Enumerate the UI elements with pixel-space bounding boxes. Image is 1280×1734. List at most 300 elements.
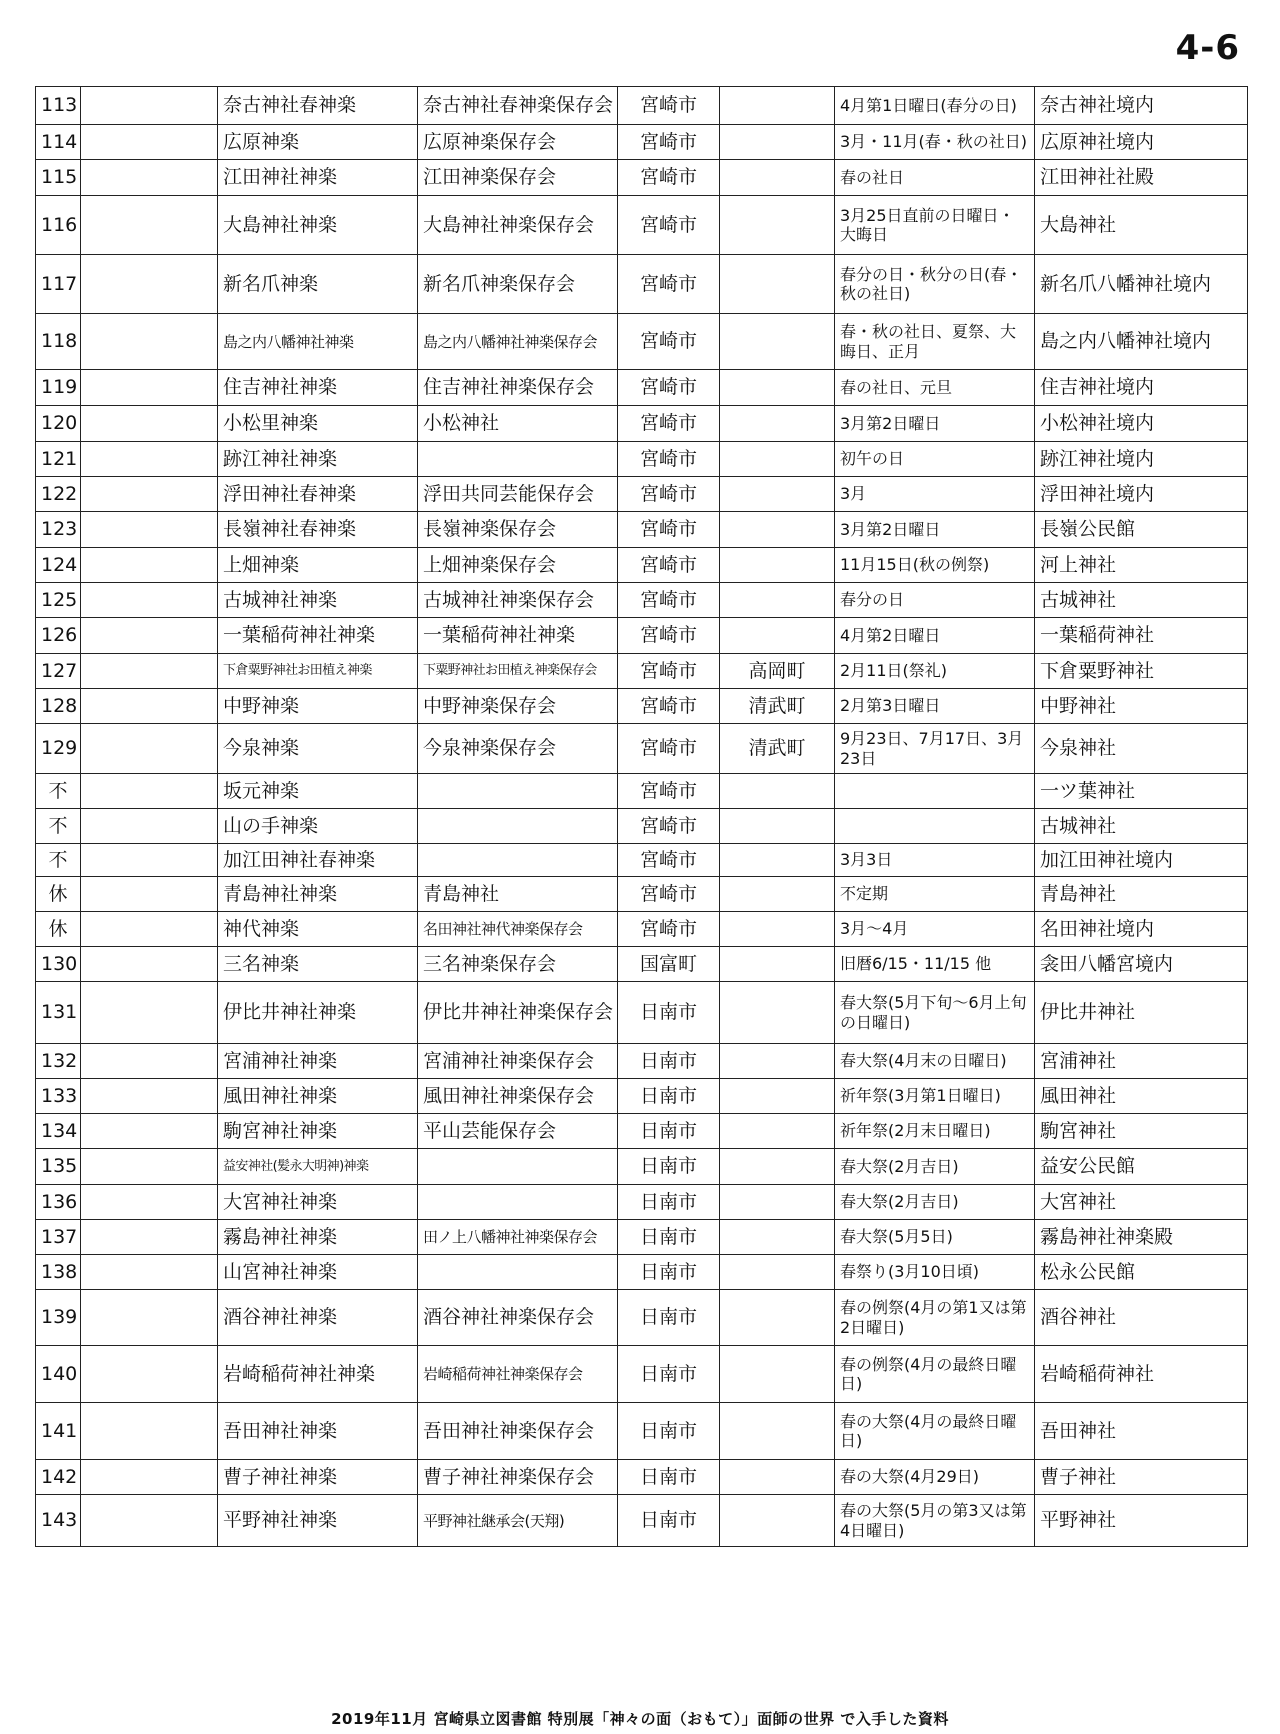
venue: 河上神社	[1035, 548, 1248, 583]
kagura-table	[35, 86, 1248, 1547]
kagura-name: 山宮神社神楽	[218, 1255, 418, 1290]
venue: 長嶺公民館	[1035, 512, 1248, 548]
blank-cell	[81, 314, 218, 370]
performance-date: 春の社日、元旦	[835, 370, 1035, 406]
table-row	[36, 125, 1248, 160]
row-number: 124	[36, 548, 81, 583]
blank-cell	[81, 618, 218, 654]
performance-date: 3月・11月(春・秋の社日)	[835, 125, 1035, 160]
preservation-group	[418, 1185, 618, 1220]
sub-district	[720, 1044, 835, 1079]
kagura-name: 益安神社(髪永大明神)神楽	[218, 1149, 418, 1185]
row-number: 不	[36, 809, 81, 844]
blank-cell	[81, 982, 218, 1044]
kagura-name: 加江田神社春神楽	[218, 844, 418, 877]
blank-cell	[81, 724, 218, 774]
blank-cell	[81, 1346, 218, 1403]
table-row	[36, 1149, 1248, 1185]
kagura-name: 古城神社神楽	[218, 583, 418, 618]
performance-date: 3月25日直前の日曜日・大晦日	[835, 196, 1035, 255]
performance-date: 不定期	[835, 877, 1035, 912]
municipality: 宮崎市	[618, 87, 720, 125]
performance-date: 春の大祭(5月の第3又は第4日曜日)	[835, 1495, 1035, 1547]
row-number: 120	[36, 406, 81, 442]
sub-district	[720, 548, 835, 583]
row-number: 休	[36, 877, 81, 912]
municipality: 日南市	[618, 1114, 720, 1149]
kagura-name: 中野神楽	[218, 689, 418, 724]
row-number: 131	[36, 982, 81, 1044]
sub-district	[720, 1079, 835, 1114]
table-row	[36, 406, 1248, 442]
row-number: 140	[36, 1346, 81, 1403]
performance-date: 春大祭(5月下旬～6月上旬の日曜日)	[835, 982, 1035, 1044]
kagura-name: 坂元神楽	[218, 774, 418, 809]
preservation-group: 下粟野神社お田植え神楽保存会	[418, 654, 618, 689]
performance-date: 春大祭(4月末の日曜日)	[835, 1044, 1035, 1079]
preservation-group: 中野神楽保存会	[418, 689, 618, 724]
preservation-group: 田ノ上八幡神社神楽保存会	[418, 1220, 618, 1255]
table-row	[36, 1495, 1248, 1547]
preservation-group	[418, 844, 618, 877]
performance-date: 春分の日・秋分の日(春・秋の社日)	[835, 255, 1035, 314]
venue: 大宮神社	[1035, 1185, 1248, 1220]
table-row	[36, 654, 1248, 689]
preservation-group: 平山芸能保存会	[418, 1114, 618, 1149]
kagura-name: 江田神社神楽	[218, 160, 418, 196]
kagura-name: 神代神楽	[218, 912, 418, 947]
sub-district: 清武町	[720, 689, 835, 724]
sub-district	[720, 583, 835, 618]
table-row	[36, 947, 1248, 982]
blank-cell	[81, 512, 218, 548]
sub-district	[720, 1403, 835, 1460]
blank-cell	[81, 1220, 218, 1255]
table-row	[36, 982, 1248, 1044]
table-row	[36, 1185, 1248, 1220]
municipality: 日南市	[618, 1460, 720, 1495]
municipality: 日南市	[618, 1255, 720, 1290]
sub-district	[720, 844, 835, 877]
sub-district	[720, 442, 835, 477]
municipality: 宮崎市	[618, 912, 720, 947]
row-number: 134	[36, 1114, 81, 1149]
kagura-name: 広原神楽	[218, 125, 418, 160]
performance-date: 祈年祭(3月第1日曜日)	[835, 1079, 1035, 1114]
municipality: 宮崎市	[618, 809, 720, 844]
blank-cell	[81, 87, 218, 125]
sub-district	[720, 982, 835, 1044]
row-number: 116	[36, 196, 81, 255]
kagura-name: 宮浦神社神楽	[218, 1044, 418, 1079]
preservation-group: 住吉神社神楽保存会	[418, 370, 618, 406]
venue: 岩崎稲荷神社	[1035, 1346, 1248, 1403]
sub-district: 清武町	[720, 724, 835, 774]
blank-cell	[81, 774, 218, 809]
municipality: 宮崎市	[618, 255, 720, 314]
municipality: 宮崎市	[618, 314, 720, 370]
preservation-group: 浮田共同芸能保存会	[418, 477, 618, 512]
municipality: 宮崎市	[618, 689, 720, 724]
row-number: 132	[36, 1044, 81, 1079]
municipality: 日南市	[618, 1346, 720, 1403]
blank-cell	[81, 1079, 218, 1114]
municipality: 宮崎市	[618, 160, 720, 196]
row-number: 135	[36, 1149, 81, 1185]
sub-district	[720, 512, 835, 548]
municipality: 宮崎市	[618, 618, 720, 654]
municipality: 日南市	[618, 1149, 720, 1185]
venue: 住吉神社境内	[1035, 370, 1248, 406]
row-number: 113	[36, 87, 81, 125]
row-number: 139	[36, 1290, 81, 1346]
performance-date: 春大祭(5月5日)	[835, 1220, 1035, 1255]
venue: 跡江神社境内	[1035, 442, 1248, 477]
performance-date: 初午の日	[835, 442, 1035, 477]
municipality: 日南市	[618, 1403, 720, 1460]
row-number: 122	[36, 477, 81, 512]
venue: 広原神社境内	[1035, 125, 1248, 160]
blank-cell	[81, 1403, 218, 1460]
table-row	[36, 877, 1248, 912]
municipality: 宮崎市	[618, 548, 720, 583]
blank-cell	[81, 1044, 218, 1079]
venue: 駒宮神社	[1035, 1114, 1248, 1149]
performance-date: 4月第1日曜日(春分の日)	[835, 87, 1035, 125]
sub-district	[720, 1114, 835, 1149]
row-number: 118	[36, 314, 81, 370]
kagura-name: 酒谷神社神楽	[218, 1290, 418, 1346]
table-row	[36, 160, 1248, 196]
venue: 加江田神社境内	[1035, 844, 1248, 877]
blank-cell	[81, 654, 218, 689]
performance-date: 2月11日(祭礼)	[835, 654, 1035, 689]
performance-date: 3月～4月	[835, 912, 1035, 947]
venue: 酒谷神社	[1035, 1290, 1248, 1346]
sub-district	[720, 196, 835, 255]
sub-district	[720, 1185, 835, 1220]
preservation-group	[418, 442, 618, 477]
table-row	[36, 255, 1248, 314]
row-number: 不	[36, 844, 81, 877]
municipality: 宮崎市	[618, 370, 720, 406]
sub-district	[720, 1460, 835, 1495]
table-row	[36, 583, 1248, 618]
sub-district	[720, 125, 835, 160]
sub-district	[720, 1495, 835, 1547]
municipality: 宮崎市	[618, 774, 720, 809]
sub-district	[720, 618, 835, 654]
sub-district	[720, 477, 835, 512]
table-row	[36, 1044, 1248, 1079]
row-number: 143	[36, 1495, 81, 1547]
municipality: 宮崎市	[618, 877, 720, 912]
venue: 風田神社	[1035, 1079, 1248, 1114]
sub-district	[720, 1149, 835, 1185]
blank-cell	[81, 477, 218, 512]
sub-district	[720, 1220, 835, 1255]
table-row	[36, 512, 1248, 548]
table-row	[36, 1460, 1248, 1495]
venue: 江田神社社殿	[1035, 160, 1248, 196]
table-row	[36, 912, 1248, 947]
row-number: 休	[36, 912, 81, 947]
preservation-group	[418, 1149, 618, 1185]
municipality: 宮崎市	[618, 442, 720, 477]
kagura-name: 山の手神楽	[218, 809, 418, 844]
performance-date: 旧暦6/15・11/15 他	[835, 947, 1035, 982]
kagura-name: 伊比井神社神楽	[218, 982, 418, 1044]
sub-district	[720, 160, 835, 196]
performance-date: 春の大祭(4月29日)	[835, 1460, 1035, 1495]
preservation-group: 曹子神社神楽保存会	[418, 1460, 618, 1495]
table-row	[36, 809, 1248, 844]
blank-cell	[81, 406, 218, 442]
row-number: 133	[36, 1079, 81, 1114]
blank-cell	[81, 1460, 218, 1495]
municipality: 宮崎市	[618, 196, 720, 255]
performance-date: 春の例祭(4月の最終日曜日)	[835, 1346, 1035, 1403]
performance-date: 春大祭(2月吉日)	[835, 1185, 1035, 1220]
municipality: 日南市	[618, 1079, 720, 1114]
row-number: 不	[36, 774, 81, 809]
table-row	[36, 1220, 1248, 1255]
row-number: 117	[36, 255, 81, 314]
kagura-name: 跡江神社神楽	[218, 442, 418, 477]
municipality: 日南市	[618, 982, 720, 1044]
kagura-name: 風田神社神楽	[218, 1079, 418, 1114]
performance-date: 3月3日	[835, 844, 1035, 877]
venue: 新名爪八幡神社境内	[1035, 255, 1248, 314]
blank-cell	[81, 583, 218, 618]
sub-district	[720, 809, 835, 844]
venue: 名田神社境内	[1035, 912, 1248, 947]
preservation-group: 風田神社神楽保存会	[418, 1079, 618, 1114]
table-row	[36, 477, 1248, 512]
blank-cell	[81, 844, 218, 877]
municipality: 宮崎市	[618, 512, 720, 548]
venue: 青島神社	[1035, 877, 1248, 912]
blank-cell	[81, 1149, 218, 1185]
table-row	[36, 370, 1248, 406]
blank-cell	[81, 1495, 218, 1547]
blank-cell	[81, 196, 218, 255]
kagura-name: 一葉稲荷神社神楽	[218, 618, 418, 654]
kagura-name: 岩崎稲荷神社神楽	[218, 1346, 418, 1403]
venue: 平野神社	[1035, 1495, 1248, 1547]
row-number: 136	[36, 1185, 81, 1220]
venue: 中野神社	[1035, 689, 1248, 724]
kagura-name: 住吉神社神楽	[218, 370, 418, 406]
blank-cell	[81, 125, 218, 160]
sub-district	[720, 1290, 835, 1346]
venue: 大島神社	[1035, 196, 1248, 255]
performance-date	[835, 774, 1035, 809]
table-row	[36, 1403, 1248, 1460]
sub-district	[720, 255, 835, 314]
preservation-group: 古城神社神楽保存会	[418, 583, 618, 618]
performance-date: 3月第2日曜日	[835, 406, 1035, 442]
preservation-group: 奈古神社春神楽保存会	[418, 87, 618, 125]
sub-district	[720, 370, 835, 406]
page-number: 4-6	[1175, 28, 1240, 68]
municipality: 国富町	[618, 947, 720, 982]
performance-date: 祈年祭(2月末日曜日)	[835, 1114, 1035, 1149]
table-body	[36, 87, 1248, 1547]
blank-cell	[81, 1255, 218, 1290]
venue: 一ツ葉神社	[1035, 774, 1248, 809]
preservation-group: 吾田神社神楽保存会	[418, 1403, 618, 1460]
municipality: 宮崎市	[618, 724, 720, 774]
kagura-name: 吾田神社神楽	[218, 1403, 418, 1460]
row-number: 141	[36, 1403, 81, 1460]
blank-cell	[81, 255, 218, 314]
source-note: 2019年11月 宮崎県立図書館 特別展「神々の面（おもて）」面師の世界 で入手した資料	[331, 1710, 949, 1728]
municipality: 日南市	[618, 1185, 720, 1220]
municipality: 宮崎市	[618, 844, 720, 877]
venue: 霧島神社神楽殿	[1035, 1220, 1248, 1255]
preservation-group: 広原神楽保存会	[418, 125, 618, 160]
row-number: 130	[36, 947, 81, 982]
venue: 益安公民館	[1035, 1149, 1248, 1185]
municipality: 日南市	[618, 1044, 720, 1079]
venue: 伊比井神社	[1035, 982, 1248, 1044]
preservation-group: 島之内八幡神社神楽保存会	[418, 314, 618, 370]
table-row	[36, 442, 1248, 477]
kagura-name: 浮田神社春神楽	[218, 477, 418, 512]
row-number: 119	[36, 370, 81, 406]
kagura-name: 大島神社神楽	[218, 196, 418, 255]
performance-date: 春大祭(2月吉日)	[835, 1149, 1035, 1185]
kagura-name: 大宮神社神楽	[218, 1185, 418, 1220]
municipality: 宮崎市	[618, 583, 720, 618]
row-number: 129	[36, 724, 81, 774]
sub-district	[720, 877, 835, 912]
row-number: 121	[36, 442, 81, 477]
row-number: 125	[36, 583, 81, 618]
kagura-name: 三名神楽	[218, 947, 418, 982]
blank-cell	[81, 160, 218, 196]
row-number: 127	[36, 654, 81, 689]
municipality: 日南市	[618, 1495, 720, 1547]
venue: 浮田神社境内	[1035, 477, 1248, 512]
municipality: 宮崎市	[618, 406, 720, 442]
venue: 古城神社	[1035, 583, 1248, 618]
row-number: 126	[36, 618, 81, 654]
row-number: 123	[36, 512, 81, 548]
blank-cell	[81, 370, 218, 406]
sub-district	[720, 774, 835, 809]
performance-date: 3月第2日曜日	[835, 512, 1035, 548]
table-row	[36, 1346, 1248, 1403]
table-row	[36, 844, 1248, 877]
kagura-name: 曹子神社神楽	[218, 1460, 418, 1495]
preservation-group: 江田神楽保存会	[418, 160, 618, 196]
performance-date: 春祭り(3月10日頃)	[835, 1255, 1035, 1290]
preservation-group: 宮浦神社神楽保存会	[418, 1044, 618, 1079]
preservation-group: 新名爪神楽保存会	[418, 255, 618, 314]
blank-cell	[81, 1114, 218, 1149]
kagura-name: 島之内八幡神社神楽	[218, 314, 418, 370]
preservation-group: 今泉神楽保存会	[418, 724, 618, 774]
table-row	[36, 1114, 1248, 1149]
blank-cell	[81, 912, 218, 947]
preservation-group: 上畑神楽保存会	[418, 548, 618, 583]
table-row	[36, 689, 1248, 724]
kagura-name: 小松里神楽	[218, 406, 418, 442]
venue: 曹子神社	[1035, 1460, 1248, 1495]
preservation-group: 小松神社	[418, 406, 618, 442]
kagura-name: 下倉粟野神社お田植え神楽	[218, 654, 418, 689]
preservation-group: 三名神楽保存会	[418, 947, 618, 982]
table-row	[36, 1079, 1248, 1114]
row-number: 142	[36, 1460, 81, 1495]
municipality: 日南市	[618, 1290, 720, 1346]
blank-cell	[81, 689, 218, 724]
venue: 小松神社境内	[1035, 406, 1248, 442]
table-row	[36, 618, 1248, 654]
performance-date: 春の大祭(4月の最終日曜日)	[835, 1403, 1035, 1460]
blank-cell	[81, 442, 218, 477]
performance-date: 4月第2日曜日	[835, 618, 1035, 654]
venue: 宮浦神社	[1035, 1044, 1248, 1079]
venue: 今泉神社	[1035, 724, 1248, 774]
kagura-name: 新名爪神楽	[218, 255, 418, 314]
preservation-group	[418, 1255, 618, 1290]
venue: 衾田八幡宮境内	[1035, 947, 1248, 982]
performance-date: 3月	[835, 477, 1035, 512]
sub-district	[720, 314, 835, 370]
municipality: 宮崎市	[618, 654, 720, 689]
preservation-group: 青島神社	[418, 877, 618, 912]
venue: 松永公民館	[1035, 1255, 1248, 1290]
blank-cell	[81, 1185, 218, 1220]
municipality: 宮崎市	[618, 477, 720, 512]
preservation-group: 大島神社神楽保存会	[418, 196, 618, 255]
table-row	[36, 548, 1248, 583]
table-row	[36, 196, 1248, 255]
preservation-group	[418, 774, 618, 809]
venue: 吾田神社	[1035, 1403, 1248, 1460]
performance-date	[835, 809, 1035, 844]
kagura-name: 駒宮神社神楽	[218, 1114, 418, 1149]
blank-cell	[81, 548, 218, 583]
blank-cell	[81, 1290, 218, 1346]
municipality: 宮崎市	[618, 125, 720, 160]
kagura-name: 今泉神楽	[218, 724, 418, 774]
performance-date: 春の社日	[835, 160, 1035, 196]
performance-date: 春分の日	[835, 583, 1035, 618]
preservation-group: 酒谷神社神楽保存会	[418, 1290, 618, 1346]
table-row	[36, 774, 1248, 809]
venue: 一葉稲荷神社	[1035, 618, 1248, 654]
performance-date: 11月15日(秋の例祭)	[835, 548, 1035, 583]
table-row	[36, 314, 1248, 370]
kagura-name: 上畑神楽	[218, 548, 418, 583]
blank-cell	[81, 877, 218, 912]
venue: 古城神社	[1035, 809, 1248, 844]
blank-cell	[81, 947, 218, 982]
performance-date: 春・秋の社日、夏祭、大晦日、正月	[835, 314, 1035, 370]
preservation-group: 伊比井神社神楽保存会	[418, 982, 618, 1044]
preservation-group: 名田神社神代神楽保存会	[418, 912, 618, 947]
kagura-name: 青島神社神楽	[218, 877, 418, 912]
table-row	[36, 87, 1248, 125]
row-number: 114	[36, 125, 81, 160]
venue: 島之内八幡神社境内	[1035, 314, 1248, 370]
sub-district	[720, 1255, 835, 1290]
sub-district: 高岡町	[720, 654, 835, 689]
